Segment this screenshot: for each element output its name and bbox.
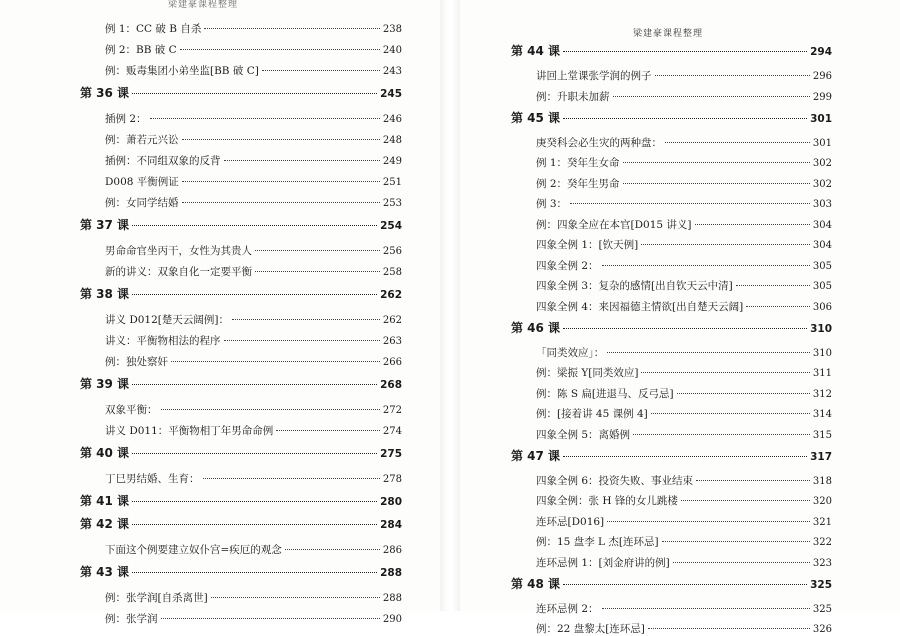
toc-title: 「同类效应」： bbox=[536, 346, 605, 359]
toc-entry bbox=[80, 335, 402, 348]
toc-entry bbox=[80, 592, 402, 605]
toc-title: 例：四象全应在本官[D015 讲义] bbox=[536, 218, 692, 231]
dot-leader bbox=[623, 162, 810, 163]
toc-entry bbox=[511, 536, 832, 549]
toc-entry bbox=[511, 495, 832, 508]
toc-title: 例：贩毒集团小弟坐监[BB 破 C] bbox=[105, 65, 259, 77]
toc-entry bbox=[80, 404, 402, 417]
toc-page-number: 304 bbox=[812, 240, 832, 251]
toc-entry bbox=[80, 197, 402, 210]
toc-page-number: 306 bbox=[812, 301, 832, 313]
page-header: 梁建豪课程整理 bbox=[633, 29, 704, 39]
toc-page-number: 272 bbox=[382, 405, 402, 416]
dot-leader bbox=[641, 244, 810, 245]
toc-title: 四象全例 4：来因福德主情欲[出自楚天云阔] bbox=[536, 300, 744, 313]
toc-page-number: 296 bbox=[812, 71, 832, 82]
toc-title: 第 42 课 bbox=[80, 517, 130, 531]
toc-page-number: 288 bbox=[380, 567, 402, 579]
dot-leader bbox=[623, 183, 810, 184]
toc-page-number: 275 bbox=[380, 448, 402, 460]
toc-page-number: 303 bbox=[812, 199, 832, 210]
toc-entry bbox=[511, 347, 832, 360]
toc-title: 丁巳男结婚、生育： bbox=[105, 473, 200, 485]
dot-leader bbox=[232, 319, 380, 320]
toc-entry bbox=[80, 425, 402, 438]
toc-title: 连环忌[D016] bbox=[536, 515, 605, 528]
toc-entry bbox=[80, 473, 402, 486]
dot-leader bbox=[224, 340, 380, 341]
dot-leader bbox=[695, 224, 810, 225]
toc-entry bbox=[511, 388, 832, 401]
toc-entry bbox=[80, 65, 402, 78]
toc-page-number: 280 bbox=[380, 496, 402, 508]
dot-leader bbox=[203, 478, 380, 479]
dot-leader bbox=[276, 430, 380, 431]
toc-lesson-heading bbox=[511, 578, 832, 592]
toc-page-number: 323 bbox=[812, 557, 832, 569]
toc-lesson-heading bbox=[511, 45, 832, 59]
toc-title: 例：[接着讲 45 课例 4] bbox=[536, 408, 648, 420]
toc-entry bbox=[511, 603, 832, 616]
toc-title: 四象全例：张 H 锋的女儿跳楼 bbox=[536, 495, 678, 507]
toc-page-number: 325 bbox=[810, 578, 832, 591]
page-header: 梁建豪课程整理 bbox=[168, 0, 239, 10]
toc-entry bbox=[511, 280, 832, 293]
toc-lesson-heading bbox=[80, 566, 402, 580]
toc-lesson-heading bbox=[80, 447, 402, 461]
dot-leader bbox=[132, 501, 377, 502]
toc-title: 四象全例 3：复杂的感情[出自钦天云中清] bbox=[536, 280, 733, 292]
dot-leader bbox=[602, 608, 810, 609]
dot-leader bbox=[736, 285, 810, 286]
toc-title: 四象全例 5：离婚例 bbox=[536, 428, 631, 441]
dot-leader bbox=[563, 118, 807, 119]
toc-title: 讲义：平衡物相法的程序 bbox=[105, 335, 221, 347]
toc-page-number: 312 bbox=[812, 388, 832, 400]
toc-entry bbox=[511, 623, 832, 636]
dot-leader bbox=[132, 225, 377, 226]
dot-leader bbox=[182, 139, 380, 140]
dot-leader bbox=[563, 328, 807, 329]
toc-title: 双象平衡： bbox=[105, 404, 158, 416]
toc-page-number: 253 bbox=[382, 198, 402, 209]
dot-leader bbox=[171, 361, 380, 362]
toc-page-number: 301 bbox=[812, 137, 832, 149]
toc-title: 第 44 课 bbox=[511, 44, 561, 58]
toc-title: 新的讲义：双象自化一定要平衡 bbox=[105, 266, 252, 278]
toc-page-number: 262 bbox=[382, 315, 402, 326]
toc-title: 男命命官坐丙干，女性为其贵人 bbox=[105, 245, 252, 257]
toc-title: 四象全例 2： bbox=[536, 259, 599, 272]
toc-title: 讲回上堂课张学润的例子 bbox=[536, 70, 652, 82]
toc-page-number: 326 bbox=[812, 624, 832, 635]
toc-entry bbox=[80, 134, 402, 147]
toc-entry bbox=[80, 113, 402, 126]
toc-page-number: 311 bbox=[812, 368, 832, 379]
toc-page-number: 251 bbox=[382, 177, 402, 188]
book-gutter bbox=[440, 0, 460, 611]
toc-page-number: 315 bbox=[812, 429, 832, 441]
toc-entry bbox=[80, 245, 402, 258]
dot-leader bbox=[613, 96, 810, 97]
toc-title: 四象全例 6：投资失败、事业结束 bbox=[536, 474, 694, 487]
toc-page-number: 246 bbox=[382, 114, 402, 125]
toc-entry bbox=[80, 44, 402, 57]
toc-title: 例 2：癸年生男命 bbox=[536, 177, 620, 190]
dot-leader bbox=[651, 413, 810, 414]
dot-leader bbox=[262, 70, 380, 71]
toc-page-number: 288 bbox=[382, 593, 402, 604]
dot-leader bbox=[673, 562, 810, 563]
dot-leader bbox=[255, 271, 380, 272]
dot-leader bbox=[563, 51, 807, 52]
toc-title: 例：升职未加薪 bbox=[536, 90, 610, 103]
toc-entry bbox=[80, 356, 402, 369]
dot-leader bbox=[150, 118, 380, 119]
dot-leader bbox=[285, 549, 380, 550]
toc-entry bbox=[511, 137, 832, 150]
toc-title: 第 48 课 bbox=[511, 576, 561, 591]
dot-leader bbox=[132, 572, 377, 573]
toc-page-number: 240 bbox=[382, 45, 402, 56]
toc-page-number: 249 bbox=[382, 156, 402, 167]
left-page bbox=[0, 0, 440, 625]
toc-title: 例 1：癸年生女命 bbox=[536, 157, 620, 169]
toc-entry bbox=[511, 557, 832, 570]
toc-page-number: 263 bbox=[382, 336, 402, 347]
toc-lesson-heading bbox=[80, 219, 402, 233]
dot-leader bbox=[182, 181, 380, 182]
dot-leader bbox=[641, 372, 809, 373]
toc-title: 连环忌例 1：[刘金府讲的例] bbox=[536, 556, 670, 569]
toc-title: 第 43 课 bbox=[80, 565, 130, 579]
toc-page-number: 262 bbox=[380, 289, 402, 301]
toc-title: 下面这个例要建立奴仆宫=疾厄的观念 bbox=[105, 544, 282, 556]
dot-leader bbox=[211, 597, 380, 598]
toc-entry bbox=[511, 301, 832, 314]
toc-page-number: 290 bbox=[382, 614, 402, 625]
dot-leader bbox=[224, 160, 380, 161]
toc-page-number: 321 bbox=[812, 516, 832, 528]
toc-page-number: 304 bbox=[812, 219, 832, 231]
toc-title: 四象全例 1：[钦天例] bbox=[536, 239, 639, 251]
toc-entry bbox=[511, 475, 832, 488]
dot-leader bbox=[132, 384, 377, 385]
toc-page-number: 310 bbox=[812, 347, 832, 359]
toc-title: 例：张学润[自杀离世] bbox=[105, 592, 208, 604]
dot-leader bbox=[570, 203, 810, 204]
dot-leader bbox=[204, 28, 380, 29]
toc-page-number: 294 bbox=[810, 46, 832, 58]
toc-title: 例：陈 S 扁[进退马、反弓忌] bbox=[536, 387, 674, 400]
toc-entry bbox=[80, 544, 402, 557]
toc-page-number: 314 bbox=[812, 409, 832, 420]
toc-title: 例：萧若元兴讼 bbox=[105, 134, 179, 146]
toc-page-number: 299 bbox=[812, 91, 832, 103]
dot-leader bbox=[633, 434, 810, 435]
dot-leader bbox=[180, 49, 380, 50]
dot-leader bbox=[132, 453, 377, 454]
toc-lesson-heading bbox=[80, 87, 402, 101]
dot-leader bbox=[665, 142, 810, 143]
toc-page-number: 278 bbox=[382, 474, 402, 485]
dot-leader bbox=[132, 524, 377, 525]
toc-title: 第 40 课 bbox=[80, 446, 130, 460]
toc-list bbox=[511, 45, 832, 636]
toc-entry bbox=[511, 429, 832, 442]
dot-leader bbox=[161, 618, 380, 619]
toc-title: 第 45 课 bbox=[511, 110, 561, 125]
toc-page-number: 318 bbox=[812, 475, 832, 487]
toc-title: 第 36 课 bbox=[80, 86, 130, 100]
toc-title: D008 平衡例证 bbox=[105, 176, 179, 188]
toc-page-number: 256 bbox=[382, 246, 402, 257]
toc-lesson-heading bbox=[80, 518, 402, 532]
toc-title: 庚癸科会必生灾的两种盘： bbox=[536, 136, 662, 149]
dot-leader bbox=[607, 521, 810, 522]
toc-lesson-heading bbox=[511, 112, 832, 126]
toc-page-number: 238 bbox=[382, 24, 402, 35]
toc-entry bbox=[511, 70, 832, 83]
dot-leader bbox=[182, 202, 380, 203]
toc-page-number: 310 bbox=[810, 322, 832, 335]
dot-leader bbox=[607, 352, 810, 353]
toc-lesson-heading bbox=[511, 322, 832, 336]
toc-title: 例：张学润 bbox=[105, 613, 158, 625]
toc-title: 例：22 盘黎太[连环忌] bbox=[536, 623, 645, 635]
toc-page-number: 325 bbox=[812, 603, 832, 615]
toc-title: 例：女同学结婚 bbox=[105, 197, 179, 209]
dot-leader bbox=[602, 265, 810, 266]
toc-entry bbox=[80, 314, 402, 327]
toc-title: 连环忌例 2： bbox=[536, 602, 599, 615]
toc-title: 插例：不同组双象的反背 bbox=[105, 155, 221, 167]
toc-page-number: 274 bbox=[382, 426, 402, 437]
toc-entry bbox=[511, 367, 832, 380]
dot-leader bbox=[563, 456, 807, 457]
toc-list bbox=[80, 23, 402, 626]
dot-leader bbox=[132, 294, 377, 295]
toc-page-number: 317 bbox=[810, 450, 832, 463]
toc-lesson-heading bbox=[80, 288, 402, 302]
toc-entry bbox=[511, 516, 832, 529]
toc-page-number: 284 bbox=[380, 519, 402, 531]
toc-title: 第 41 课 bbox=[80, 494, 130, 508]
toc-page-number: 245 bbox=[380, 88, 402, 100]
dot-leader bbox=[655, 75, 810, 76]
toc-title: 插例 2： bbox=[105, 113, 147, 125]
toc-page-number: 301 bbox=[810, 112, 832, 125]
toc-title: 讲义 D012[楚天云阔例]： bbox=[105, 314, 229, 326]
toc-page-number: 254 bbox=[380, 220, 402, 232]
dot-leader bbox=[662, 541, 810, 542]
toc-entry bbox=[511, 408, 832, 421]
toc-lesson-heading bbox=[80, 378, 402, 392]
toc-title: 例：独处察奸 bbox=[105, 356, 168, 368]
toc-entry bbox=[511, 239, 832, 252]
toc-page-number: 248 bbox=[382, 135, 402, 146]
toc-entry bbox=[511, 178, 832, 191]
toc-title: 例：梁振 Y[同类效应] bbox=[536, 367, 639, 379]
toc-title: 例：15 盘李 L 杰[连环忌] bbox=[536, 536, 659, 548]
toc-title: 第 39 课 bbox=[80, 377, 130, 391]
toc-title: 第 46 课 bbox=[511, 320, 561, 335]
toc-page-number: 266 bbox=[382, 357, 402, 368]
toc-title: 例 1：CC 破 B 自杀 bbox=[105, 23, 202, 35]
toc-title: 第 37 课 bbox=[80, 218, 130, 232]
toc-entry bbox=[511, 91, 832, 104]
toc-lesson-heading bbox=[511, 450, 832, 464]
toc-lesson-heading bbox=[80, 495, 402, 509]
dot-leader bbox=[161, 409, 380, 410]
dot-leader bbox=[681, 500, 810, 501]
toc-page-number: 302 bbox=[812, 158, 832, 169]
dot-leader bbox=[132, 93, 377, 94]
toc-page-number: 243 bbox=[382, 66, 402, 77]
dot-leader bbox=[255, 250, 380, 251]
toc-page-number: 320 bbox=[812, 496, 832, 507]
toc-title: 第 47 课 bbox=[511, 448, 561, 463]
toc-entry bbox=[80, 155, 402, 168]
toc-page-number: 268 bbox=[380, 379, 402, 391]
toc-page-number: 322 bbox=[812, 537, 832, 548]
toc-page-number: 302 bbox=[812, 178, 832, 190]
toc-page-number: 258 bbox=[382, 267, 402, 278]
dot-leader bbox=[648, 628, 810, 629]
toc-title: 第 38 课 bbox=[80, 287, 130, 301]
toc-page-number: 305 bbox=[812, 281, 832, 292]
toc-entry bbox=[80, 613, 402, 626]
right-page bbox=[460, 0, 900, 635]
toc-entry bbox=[511, 219, 832, 232]
toc-entry bbox=[80, 266, 402, 279]
toc-title: 例 3： bbox=[536, 198, 568, 210]
toc-entry bbox=[80, 176, 402, 189]
dot-leader bbox=[746, 306, 810, 307]
toc-title: 讲义 D011：平衡物相丁年男命命例 bbox=[105, 425, 274, 437]
toc-entry bbox=[511, 157, 832, 170]
toc-page-number: 286 bbox=[382, 545, 402, 556]
toc-title: 例 2：BB 破 C bbox=[105, 44, 177, 56]
toc-page-number: 305 bbox=[812, 260, 832, 272]
toc-entry bbox=[80, 23, 402, 36]
dot-leader bbox=[677, 393, 810, 394]
dot-leader bbox=[696, 480, 810, 481]
toc-entry bbox=[511, 198, 832, 211]
toc-entry bbox=[511, 260, 832, 273]
dot-leader bbox=[563, 584, 807, 585]
